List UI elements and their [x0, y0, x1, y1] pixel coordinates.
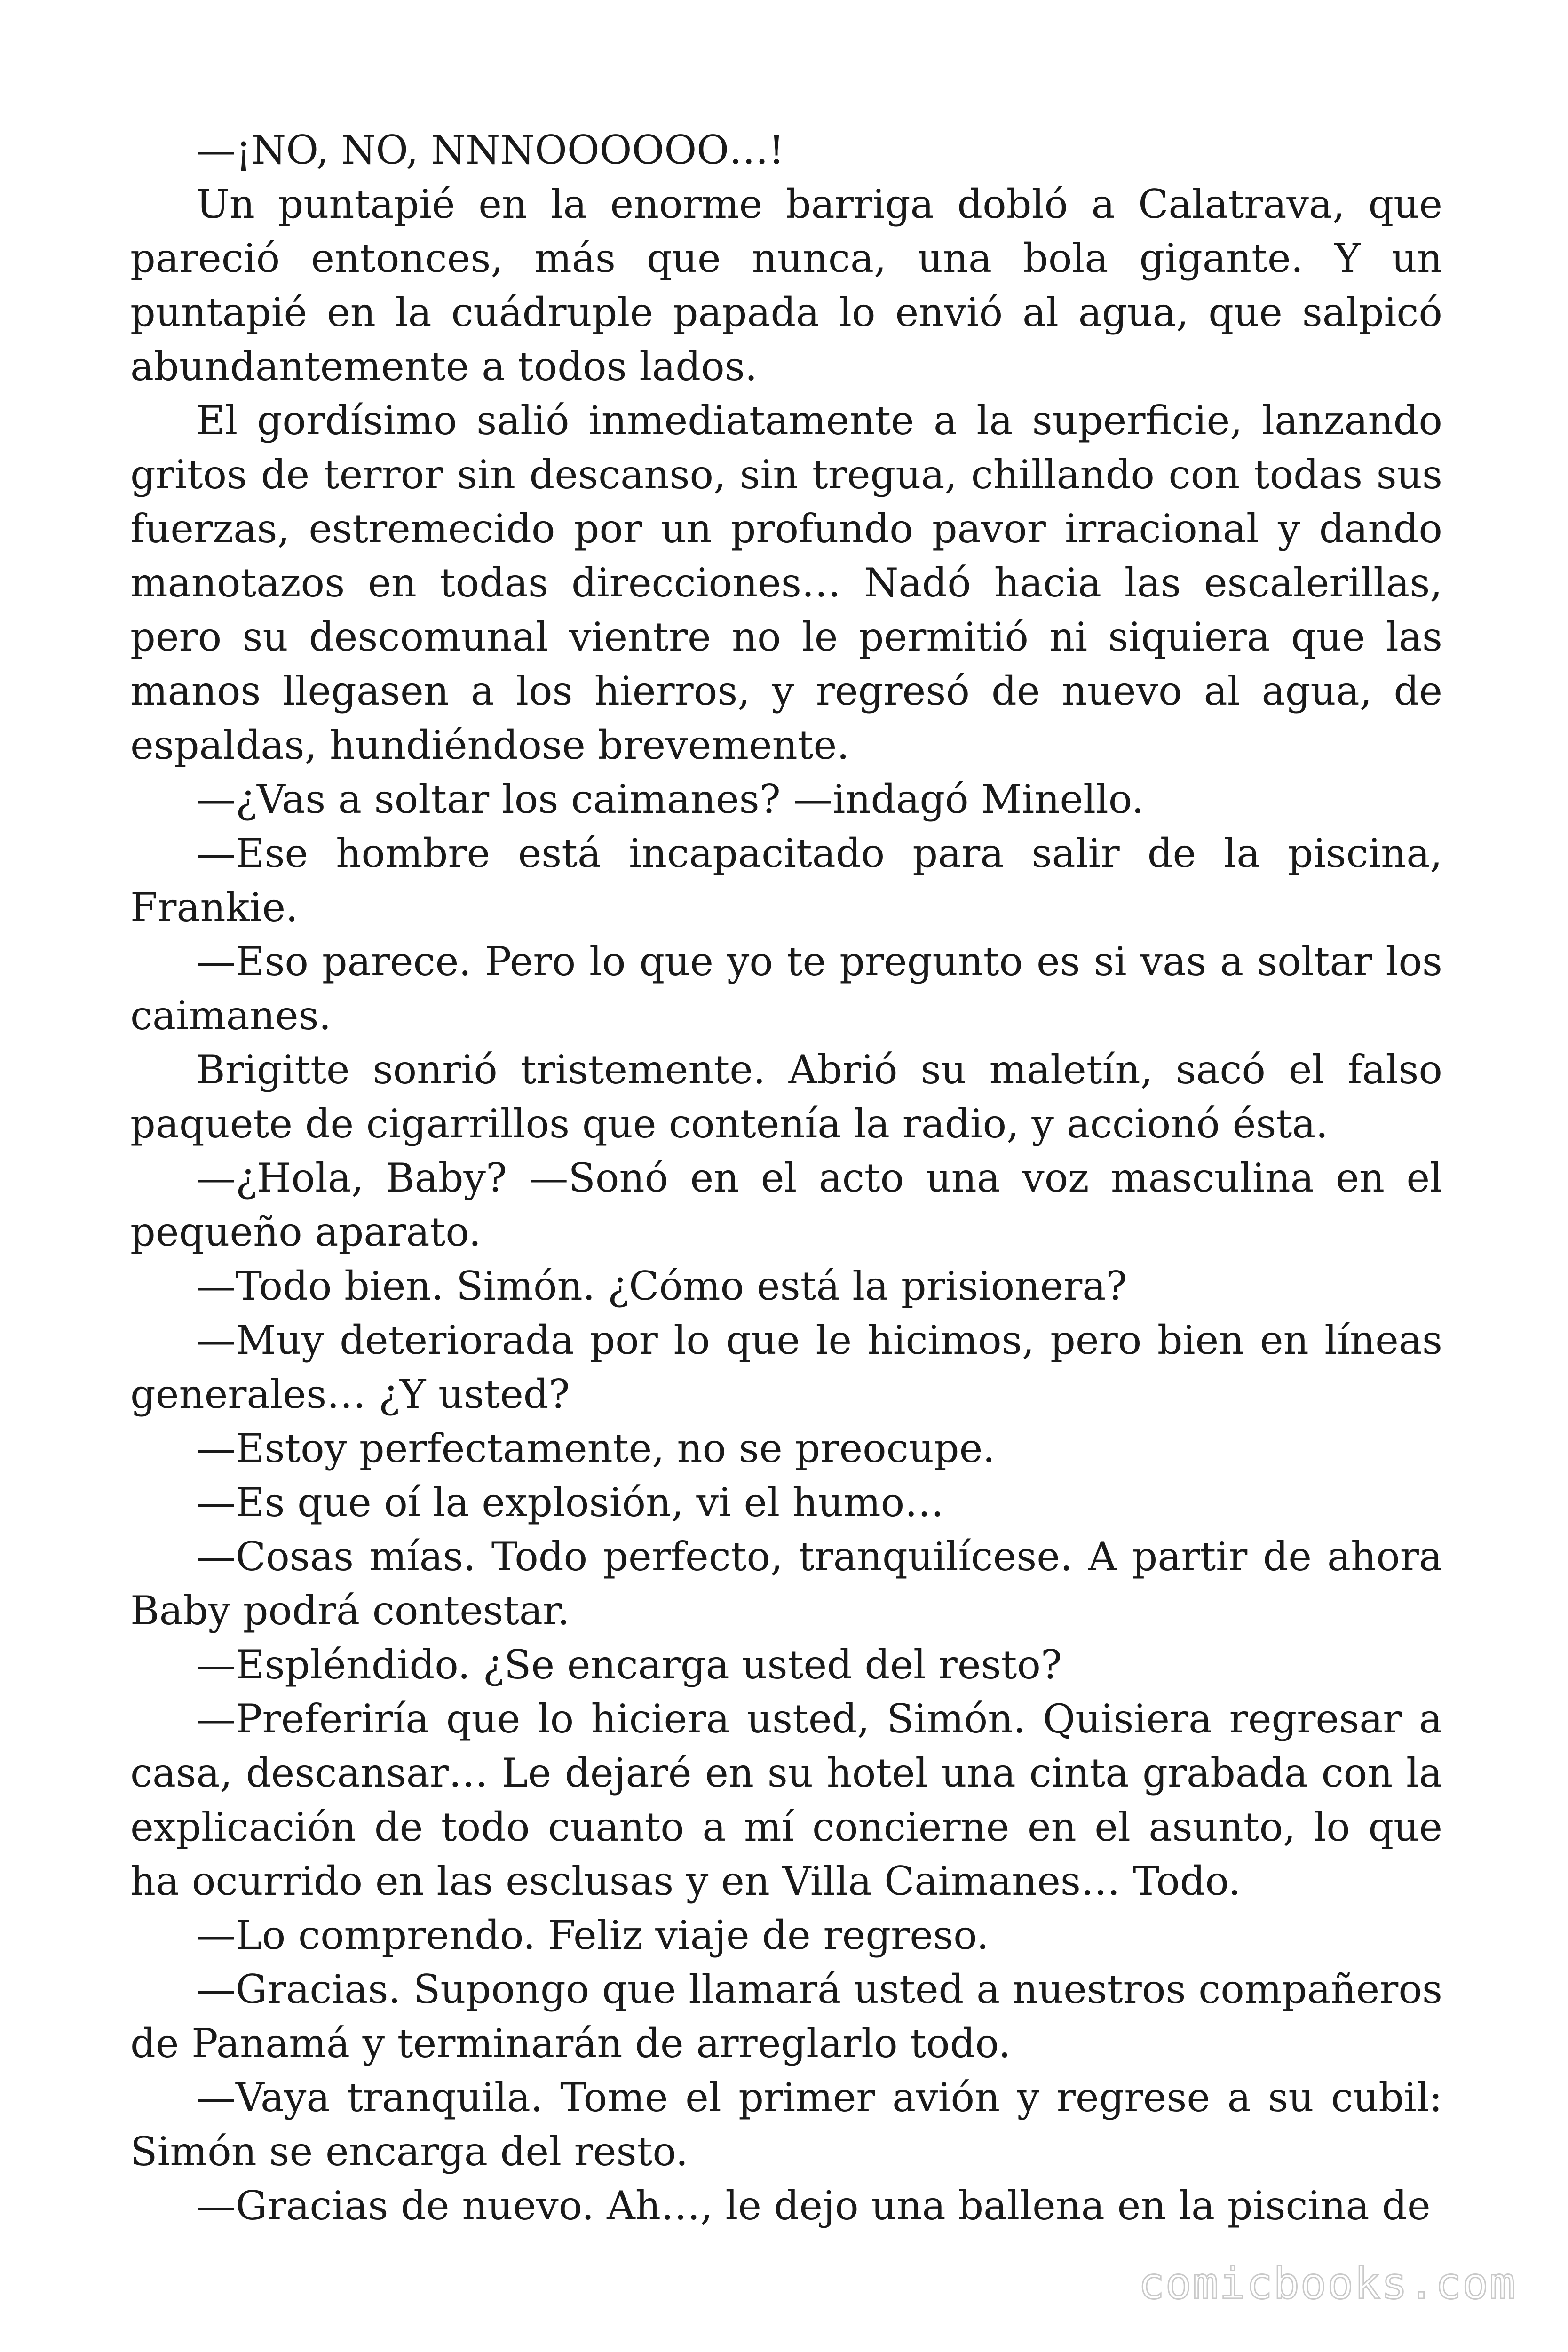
paragraph: El gordísimo salió inmediatamente a la superficie, lanzando gritos de terror sin descanso, sin tregua, chillando con todas sus fuerzas, estremecido por un profundo pavor irracional y dando manotazos en todas direcciones… Nadó hacia las escalerillas, pero su descomunal vientre no le permitió ni siquiera que las manos llegasen a los hierros, y regresó de nuevo al agua, de espaldas, hundiéndose brevemente. — [130, 397, 1442, 768]
paragraph: —Espléndido. ¿Se encarga usted del resto? — [196, 1642, 1062, 1688]
paragraph: —Vaya tranquila. Tome el primer avión y regrese a su cubil: Simón se encarga del resto. — [130, 2074, 1442, 2175]
paragraph: —Eso parece. Pero lo que yo te pregunto es si vas a soltar los caimanes. — [130, 938, 1442, 1039]
paragraph: —Cosas mías. Todo perfecto, tranquilícese. A partir de ahora Baby podrá contestar. — [130, 1534, 1442, 1634]
paragraph: —Todo bien. Simón. ¿Cómo está la prisionera? — [196, 1263, 1127, 1309]
paragraph: —Es que oí la explosión, vi el humo… — [196, 1479, 944, 1526]
watermark: comicbooks.com — [1138, 2258, 1516, 2309]
page-body — [130, 123, 1442, 2233]
paragraph: —Gracias de nuevo. Ah…, le dejo una ballena en la piscina de — [196, 2183, 1431, 2229]
paragraph: —Muy deteriorada por lo que le hicimos, pero bien en líneas generales… ¿Y usted? — [130, 1317, 1442, 1417]
paragraph: —¿Vas a soltar los caimanes? —indagó Minello. — [196, 776, 1144, 822]
paragraph: —Lo comprendo. Feliz viaje de regreso. — [196, 1912, 989, 1958]
paragraph: —¿Hola, Baby? —Sonó en el acto una voz masculina en el pequeño aparato. — [130, 1155, 1442, 1255]
paragraph: —Estoy perfectamente, no se preocupe. — [196, 1425, 995, 1471]
paragraph: Brigitte sonrió tristemente. Abrió su maletín, sacó el falso paquete de cigarrillos que contenía la radio, y accionó ésta. — [130, 1047, 1442, 1147]
paragraph: —Preferiría que lo hiciera usted, Simón. Quisiera regresar a casa, descansar… Le dejaré en su hotel una cinta grabada con la explicación de todo cuanto a mí concierne en el asunto, lo que ha ocurrido en las esclusas y en Villa Caimanes… Todo. — [130, 1696, 1442, 1904]
paragraph: —¡NO, NO, NNNOOOOOO…! — [196, 127, 784, 173]
paragraph: —Ese hombre está incapacitado para salir de la piscina, Frankie. — [130, 830, 1442, 930]
paragraph: Un puntapié en la enorme barriga dobló a Calatrava, que pareció entonces, más que nunca, una bola gigante. Y un puntapié en la cuádruple papada lo envió al agua, que salpicó abundantemente a todos lados. — [130, 181, 1442, 389]
paragraph: —Gracias. Supongo que llamará usted a nuestros compañeros de Panamá y terminarán de arreglarlo todo. — [130, 1966, 1442, 2066]
